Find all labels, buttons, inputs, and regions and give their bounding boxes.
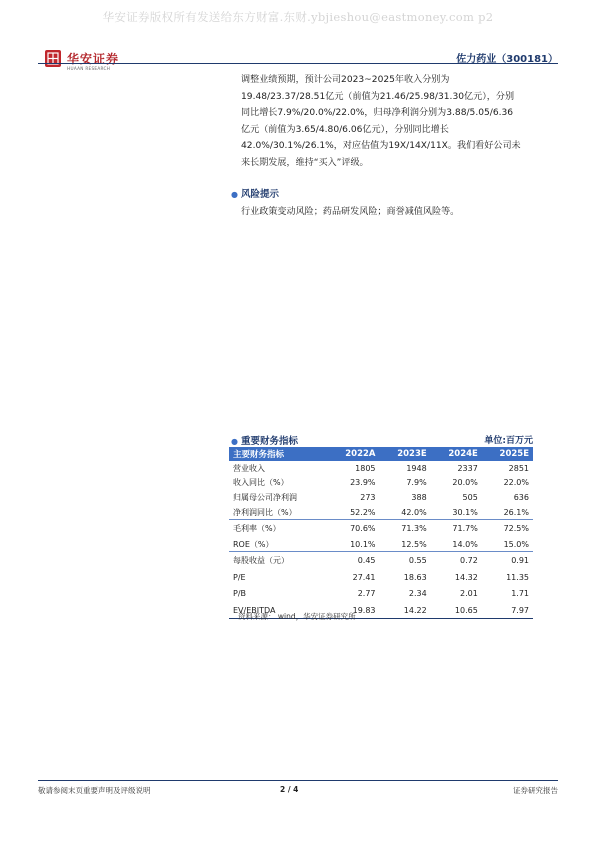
table-cell: 70.6%: [350, 524, 376, 534]
table-row: [229, 552, 533, 569]
column-header: 2025E: [482, 447, 533, 461]
table-cell: 2337: [457, 463, 478, 473]
row-label: 归属母公司净利润: [233, 492, 297, 502]
column-header: 主要财务指标: [229, 447, 327, 461]
table-row: [229, 537, 533, 552]
table-cell: 2.77: [357, 589, 376, 599]
column-header: 2023E: [380, 447, 431, 461]
table-header-row: [229, 447, 533, 461]
table-cell: 14.22: [380, 602, 431, 619]
row-label: P/E: [233, 572, 246, 582]
row-label: 每股收益（元）: [233, 556, 289, 566]
paragraph-line: 19.48/23.37/28.51亿元（前值为21.46/25.98/31.30亿元），分别: [241, 91, 515, 102]
table-cell: 1.71: [511, 589, 529, 599]
table-cell: 19.83: [327, 602, 379, 619]
disclaimer-link[interactable]: 敬请参阅末页重要声明及评级说明: [38, 786, 151, 795]
table-cell: 71.7%: [452, 524, 478, 534]
table-cell: 10.65: [431, 602, 482, 619]
table-cell: 42.0%: [380, 505, 431, 520]
risk-section-title: [231, 186, 279, 200]
table-cell: 14.32: [454, 572, 478, 582]
paragraph-line: 同比增长7.9%/20.0%/22.0%，归母净利润分别为3.88/5.05/6.36: [241, 108, 514, 119]
financials-title-text: 重要财务指标: [240, 436, 298, 447]
table-cell: 0.45: [357, 556, 376, 566]
table-cell: 11.35: [506, 572, 529, 582]
huaan-logo-icon: [45, 50, 61, 67]
paragraph-line: 亿元（前值为3.65/4.80/6.06亿元），分别同比增长: [241, 124, 449, 135]
table-cell: 72.5%: [503, 524, 529, 534]
bullet-icon: ●: [231, 190, 238, 199]
logo-subtext: HUAAN RESEARCH: [67, 66, 111, 71]
row-label: 毛利率（%）: [233, 524, 281, 534]
table-cell: 2.01: [460, 589, 478, 599]
financials-table: [229, 447, 533, 619]
row-label: 营业收入: [233, 463, 265, 473]
financials-title: [231, 433, 298, 447]
table-cell: 10.1%: [327, 537, 379, 552]
table-cell: 27.41: [352, 572, 376, 582]
table-cell: 52.2%: [327, 505, 379, 520]
table-row: [229, 520, 533, 537]
paragraph-line: 42.0%/30.1%/26.1%，对应估值为19X/14X/11X。我们看好公司未: [241, 141, 521, 152]
table-cell: 636: [513, 492, 529, 502]
table-row: [229, 585, 533, 602]
row-label: 净利润同比（%）: [229, 505, 327, 520]
table-cell: 23.9%: [350, 478, 376, 488]
row-label: 收入同比（%）: [233, 478, 289, 488]
table-row: [229, 476, 533, 491]
table-cell: 0.55: [408, 556, 427, 566]
financials-unit: 单位:百万元: [484, 436, 533, 446]
paragraph-line: 来长期发展，维持“买入”评级。: [241, 157, 369, 168]
table-cell: 273: [360, 492, 376, 502]
table-cell: 7.9%: [406, 478, 427, 488]
report-type: 证券研究报告: [513, 786, 558, 795]
table-row: [229, 569, 533, 586]
table-cell: 1948: [406, 463, 427, 473]
row-label: ROE（%）: [229, 537, 327, 552]
table-cell: 14.0%: [431, 537, 482, 552]
paragraph-line: 调整业绩预期，预计公司2023~2025年收入分别为: [241, 75, 450, 85]
forecast-paragraph: [241, 72, 531, 172]
source-note: 资料来源： wind，华安证券研究所: [238, 612, 356, 621]
risk-title-text: 风险提示: [240, 189, 279, 200]
table-cell: 0.91: [511, 556, 529, 566]
table-cell: 71.3%: [401, 524, 427, 534]
page-number: 2 / 4: [280, 785, 299, 794]
table-cell: 20.0%: [452, 478, 478, 488]
table-cell: 26.1%: [482, 505, 533, 520]
footer-divider: [38, 780, 558, 781]
table-cell: 22.0%: [503, 478, 529, 488]
risk-text: 行业政策变动风险；药品研发风险；商誉减值风险等。: [241, 207, 460, 217]
table-cell: 505: [462, 492, 478, 502]
row-label: P/B: [233, 589, 247, 599]
logo-text: 华安证券: [67, 52, 120, 66]
table-cell: 0.72: [460, 556, 478, 566]
table-cell: 18.63: [403, 572, 427, 582]
table-cell: 7.97: [482, 602, 533, 619]
table-cell: 1805: [355, 463, 376, 473]
column-header: 2024E: [431, 447, 482, 461]
table-cell: 2.34: [408, 589, 427, 599]
header-divider: [38, 63, 558, 64]
table-row: [229, 461, 533, 476]
company-title: 佐力药业（300181）: [456, 54, 558, 65]
table-cell: 30.1%: [431, 505, 482, 520]
column-header: 2022A: [327, 447, 379, 461]
table-cell: 2851: [508, 463, 529, 473]
table-cell: 12.5%: [380, 537, 431, 552]
bullet-icon: ●: [231, 437, 238, 446]
watermark: 华安证券版权所有发送给东方财富.东财.ybjieshou@eastmoney.com p2: [102, 10, 494, 24]
table-cell: 388: [411, 492, 427, 502]
row-label: EV/EBITDA: [229, 602, 327, 619]
table-row: [229, 505, 533, 520]
table-row: [229, 490, 533, 505]
table-cell: 15.0%: [482, 537, 533, 552]
